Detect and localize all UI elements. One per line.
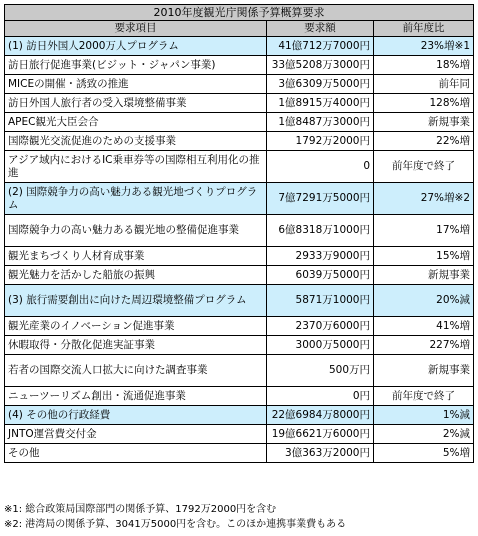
row-comparison: 20%減 [374, 285, 474, 317]
row-item-name: ニューツーリズム創出・流通促進事業 [5, 387, 267, 406]
row-item-name: (4) その他の行政経費 [5, 406, 267, 425]
row-comparison: 2%減 [374, 425, 474, 444]
row-item-name: (1) 訪日外国人2000万人プログラム [5, 37, 267, 56]
table-row [5, 132, 474, 151]
table-row [5, 266, 474, 285]
row-amount: 1億8487万3000円 [267, 113, 374, 132]
row-comparison: 17%増 [374, 215, 474, 247]
row-comparison: 27%増※2 [374, 183, 474, 215]
row-comparison: 15%増 [374, 247, 474, 266]
row-comparison: 227%増 [374, 336, 474, 355]
footnote-2: ※2: 港湾局の関係予算、3041万5000円を含む。このほか連携事業費もある [4, 519, 347, 530]
table-row [5, 285, 474, 317]
row-amount: 22億6984万8000円 [267, 406, 374, 425]
table-row [5, 56, 474, 75]
row-item-name: 観光産業のイノベーション促進事業 [5, 317, 267, 336]
row-amount: 2933万9000円 [267, 247, 374, 266]
table-row [5, 151, 474, 183]
row-amount: 19億6621万6000円 [267, 425, 374, 444]
row-comparison: 1%減 [374, 406, 474, 425]
row-item-name: 国際競争力の高い魅力ある観光地の整備促進事業 [5, 215, 267, 247]
footnote-1: ※1: 総合政策局国際部門の関係予算、1792万2000円を含む [4, 504, 277, 515]
table-row [5, 94, 474, 113]
row-item-name: 若者の国際交流人口拡大に向けた調査事業 [5, 355, 267, 387]
row-amount: 3億363万2000円 [267, 444, 374, 463]
row-amount: 33億5208万3000円 [267, 56, 374, 75]
row-item-name: 国際観光交流促進のための支援事業 [5, 132, 267, 151]
row-comparison: 18%増 [374, 56, 474, 75]
row-amount: 41億712万7000円 [267, 37, 374, 56]
row-item-name: 観光まちづくり人材育成事業 [5, 247, 267, 266]
row-amount: 5871万1000円 [267, 285, 374, 317]
table-row [5, 406, 474, 425]
row-comparison: 前年度で終了 [374, 151, 474, 183]
table-row [5, 444, 474, 463]
table-row [5, 247, 474, 266]
row-comparison: 5%増 [374, 444, 474, 463]
table-row [5, 183, 474, 215]
table-header-row [5, 21, 474, 37]
row-item-name: APEC観光大臣会合 [5, 113, 267, 132]
table-row [5, 317, 474, 336]
row-amount: 2370万6000円 [267, 317, 374, 336]
row-amount: 1792万2000円 [267, 132, 374, 151]
row-comparison: 23%増※1 [374, 37, 474, 56]
row-amount: 1億8915万4000円 [267, 94, 374, 113]
table-row [5, 75, 474, 94]
row-item-name: (3) 旅行需要創出に向けた周辺環境整備プログラム [5, 285, 267, 317]
table-row [5, 425, 474, 444]
table-row [5, 336, 474, 355]
row-item-name: 観光魅力を活かした船旅の振興 [5, 266, 267, 285]
table-row [5, 355, 474, 387]
row-amount: 500万円 [267, 355, 374, 387]
row-comparison: 前年度で終了 [374, 387, 474, 406]
row-item-name: MICEの開催・誘致の推進 [5, 75, 267, 94]
row-comparison: 41%増 [374, 317, 474, 336]
row-amount: 0 [267, 151, 374, 183]
footnotes [4, 502, 346, 532]
table-row [5, 37, 474, 56]
row-comparison: 前年同 [374, 75, 474, 94]
row-amount: 0円 [267, 387, 374, 406]
row-comparison: 新規事業 [374, 355, 474, 387]
budget-table [4, 4, 474, 463]
header-item: 要求項目 [5, 21, 267, 37]
row-item-name: その他 [5, 444, 267, 463]
table-row [5, 387, 474, 406]
row-amount: 7億7291万5000円 [267, 183, 374, 215]
row-item-name: 訪日外国人旅行者の受入環境整備事業 [5, 94, 267, 113]
row-comparison: 22%増 [374, 132, 474, 151]
row-item-name: アジア域内におけるIC乗車券等の国際相互利用化の推進 [5, 151, 267, 183]
row-amount: 6039万5000円 [267, 266, 374, 285]
row-comparison: 128%増 [374, 94, 474, 113]
row-amount: 3000万5000円 [267, 336, 374, 355]
row-item-name: 休暇取得・分散化促進実証事業 [5, 336, 267, 355]
header-comparison: 前年度比 [374, 21, 474, 37]
table-row [5, 113, 474, 132]
table-row [5, 215, 474, 247]
row-amount: 3億6309万5000円 [267, 75, 374, 94]
row-comparison: 新規事業 [374, 113, 474, 132]
table-title-row [5, 5, 474, 21]
row-comparison: 新規事業 [374, 266, 474, 285]
row-item-name: 訪日旅行促進事業(ビジット・ジャパン事業) [5, 56, 267, 75]
table-title: 2010年度観光庁関係予算概算要求 [5, 5, 474, 21]
header-amount: 要求額 [267, 21, 374, 37]
row-item-name: JNTO運営費交付金 [5, 425, 267, 444]
row-item-name: (2) 国際競争力の高い魅力ある観光地づくりプログラム [5, 183, 267, 215]
row-amount: 6億8318万1000円 [267, 215, 374, 247]
